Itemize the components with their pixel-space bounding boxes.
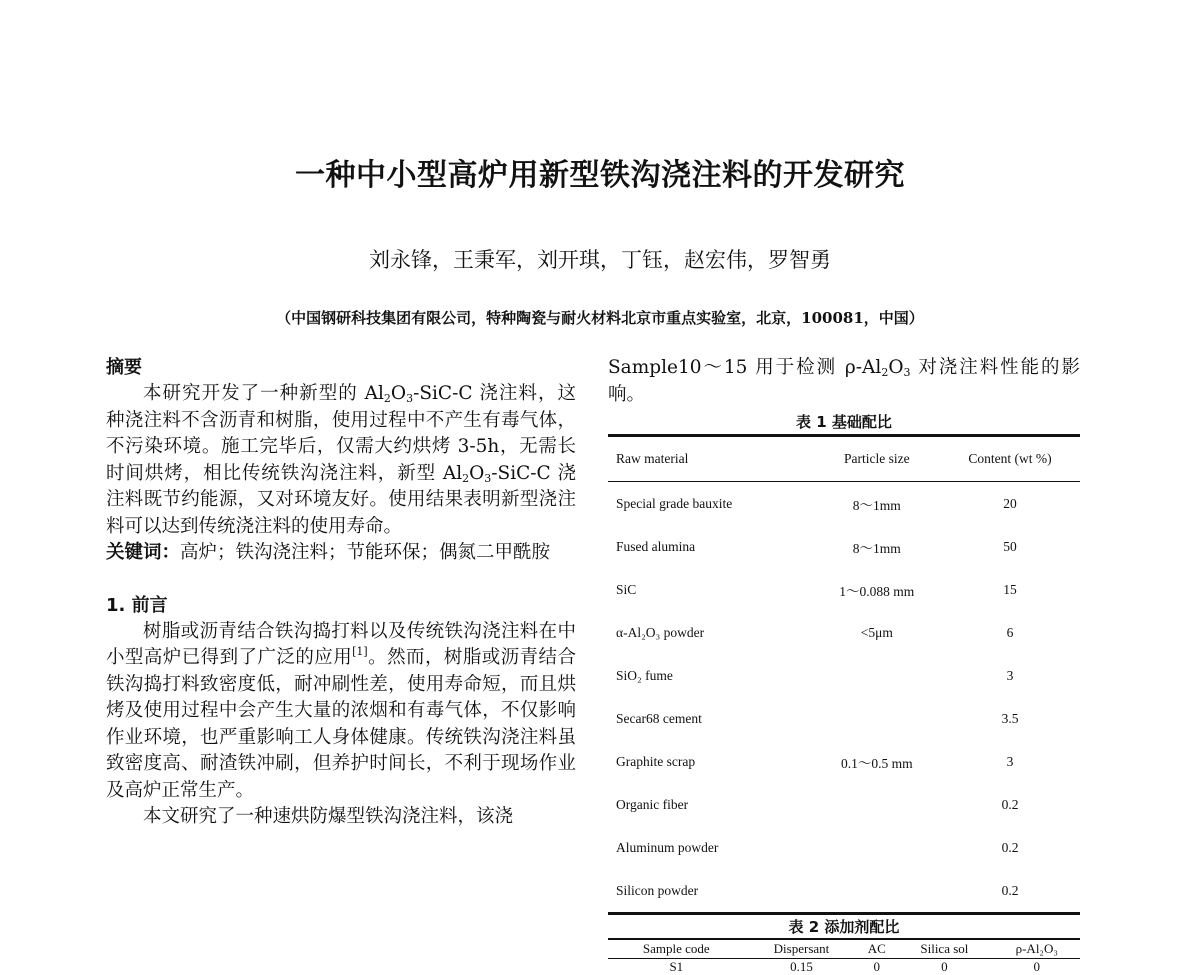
table-row: Graphite scrap 0.1～0.5 mm 3 — [608, 740, 1080, 783]
affiliation: （中国钢研科技集团有限公司，特种陶瓷与耐火材料北京市重点实验室，北京，100081，中国） — [0, 307, 1200, 328]
author-list: 刘永锋，王秉军，刘开琪，丁钰，赵宏伟，罗智勇 — [0, 244, 1200, 274]
abstract-heading: 摘要 — [106, 355, 576, 381]
table2-caption: 表 2 添加剂配比 — [608, 917, 1080, 937]
keywords-text: 高炉；铁沟浇注料；节能环保；偶氮二甲酰胺 — [180, 542, 550, 563]
col-header-silica-sol: Silica sol — [895, 939, 993, 959]
table1-basic-formula — [608, 434, 1080, 915]
intro-paragraph-1: 树脂或沥青结合铁沟捣打料以及传统铁沟浇注料在中小型高炉已得到了广泛的应用[1]。然而，树脂或沥青结合铁沟捣打料致密度低，耐冲刷性差，使用寿命短，而且烘烤及使用过程中会产生大量的浓烟和有毒气体，不仅影响作业环境，也严重影响工人身体健康。传统铁沟浇注料虽致密度高、耐渣铁冲刷，但养护时间长，不利于现场作业及高炉正常生产。 — [106, 619, 576, 805]
table-row: α-Al₂O₃ powder <5μm 6 — [608, 611, 1080, 654]
col-header-ac: AC — [858, 939, 895, 959]
col-header-raw-material: Raw material — [608, 436, 814, 482]
right-column — [608, 355, 1080, 975]
table-row: Secar68 cement 3.5 — [608, 697, 1080, 740]
keywords-label: 关键词： — [106, 542, 180, 563]
intro-paragraph-2: 本文研究了一种速烘防爆型铁沟浇注料，该浇 — [106, 804, 576, 831]
table-header-row — [608, 939, 1080, 959]
table1-caption: 表 1 基础配比 — [608, 412, 1080, 432]
table-row: Fused alumina 8～1mm 50 — [608, 525, 1080, 568]
col-header-rho-alumina: ρ-Al₂O₃ — [994, 939, 1081, 959]
table-row: S1 0.15 0 0 0 — [608, 959, 1080, 975]
section-heading-intro: 1. 前言 — [106, 593, 576, 619]
col-header-sample-code: Sample code — [608, 939, 745, 959]
table-header-row — [608, 436, 1080, 482]
table-row: Aluminum powder 0.2 — [608, 826, 1080, 869]
col-header-particle-size: Particle size — [814, 436, 940, 482]
col-header-dispersant: Dispersant — [745, 939, 859, 959]
table-row: Silicon powder 0.2 — [608, 869, 1080, 914]
citation-ref[interactable]: [1] — [352, 645, 368, 658]
table-row: Organic fiber 0.2 — [608, 783, 1080, 826]
keywords — [106, 540, 576, 567]
abstract-body: 本研究开发了一种新型的 $Al_2O_3-SiC-C$ 浇注料，这种浇注料不含沥青和树脂，使用过程中不产生有毒气体，不污染环境。施工完毕后，仅需大约烘烤 3-5h，无需长时间烘烤，相比传统铁沟浇注料，新型 $Al_2O_3-SiC-C$ 浇注料既节约能源，又对环境友好。使用结果表明新型浇注料可以达到传统浇注料的使用寿命。 — [106, 381, 576, 540]
sample-intro-text: Sample10～15 用于检测 $\rho-Al_2O_3$ 对浇注料性能的影响。 — [608, 355, 1080, 408]
table-row: Special grade bauxite 8～1mm 20 — [608, 482, 1080, 526]
table2-additive-formula — [608, 938, 1080, 975]
col-header-content: Content (wt %) — [940, 436, 1080, 482]
table-row: SiC 1～0.088 mm 15 — [608, 568, 1080, 611]
paper-title: 一种中小型高炉用新型铁沟浇注料的开发研究 — [0, 150, 1200, 194]
left-column — [106, 355, 576, 831]
table-row: SiO₂ fume 3 — [608, 654, 1080, 697]
